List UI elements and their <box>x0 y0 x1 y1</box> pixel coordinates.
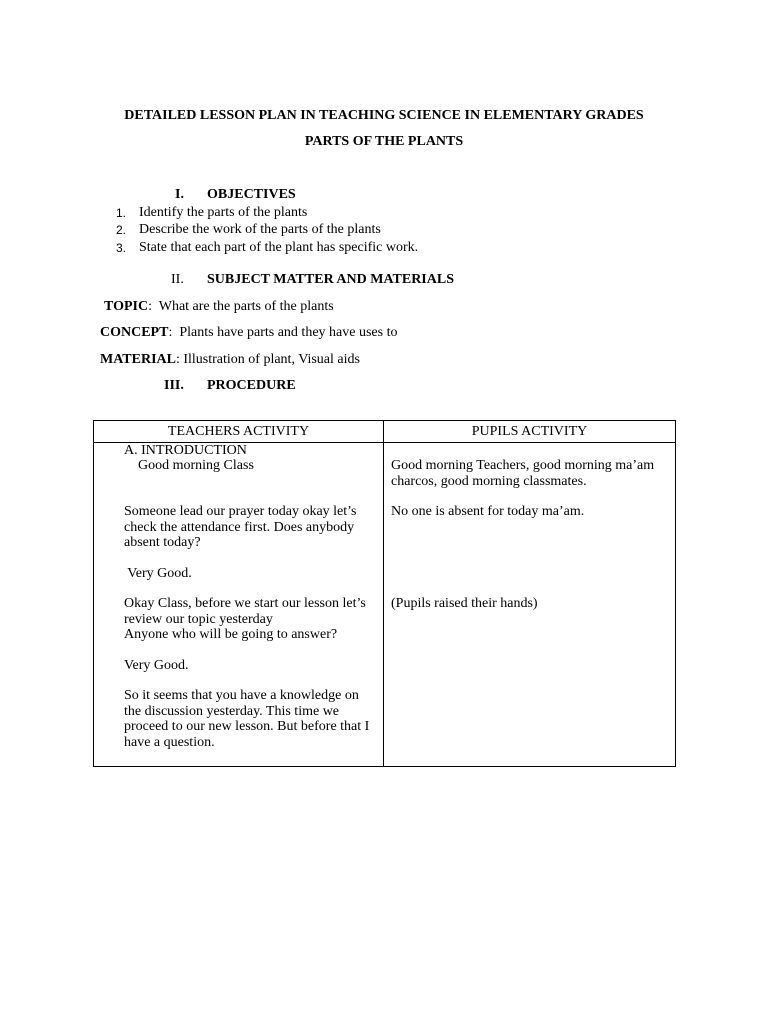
procedure-heading: PROCEDURE <box>207 378 296 393</box>
subject-heading: SUBJECT MATTER AND MATERIALS <box>207 272 454 287</box>
pupils-activity-header: PUPILS ACTIVITY <box>384 421 676 443</box>
material-line <box>100 352 360 368</box>
objectives-heading: OBJECTIVES <box>207 187 296 202</box>
procedure-table <box>93 420 676 767</box>
teacher-line: Very Good. <box>124 566 192 581</box>
teacher-line: Someone lead our prayer today okay let’s <box>124 504 357 519</box>
teacher-line: absent today? <box>124 535 201 550</box>
document-subtitle: PARTS OF THE PLANTS <box>304 134 464 149</box>
table-row <box>94 443 676 767</box>
topic-text: : What are the parts of the plants <box>148 299 334 314</box>
document-title: DETAILED LESSON PLAN IN TEACHING SCIENCE IN ELEMENTARY GRADES <box>124 108 644 123</box>
objective-number: 2. <box>116 223 127 237</box>
objectives-numeral: I. <box>175 187 184 202</box>
material-label: MATERIAL <box>100 352 176 367</box>
teacher-line: have a question. <box>124 735 215 750</box>
teacher-line: review our topic yesterday <box>124 612 273 627</box>
teacher-line: So it seems that you have a knowledge on <box>124 688 359 703</box>
teacher-line: check the attendance first. Does anybody <box>124 520 355 535</box>
pupil-line: No one is absent for today ma’am. <box>391 504 585 519</box>
objective-item <box>0 240 768 256</box>
objective-item <box>0 222 768 238</box>
subject-numeral: II. <box>171 272 184 287</box>
objective-number: 3. <box>116 241 127 255</box>
teachers-activity-cell <box>94 443 384 767</box>
pupil-line: (Pupils raised their hands) <box>391 596 538 611</box>
teacher-line: Okay Class, before we start our lesson let’s <box>124 596 366 611</box>
procedure-numeral: III. <box>164 378 184 393</box>
concept-text: : Plants have parts and they have uses to <box>168 325 398 340</box>
concept-label: CONCEPT <box>100 325 169 340</box>
teacher-line: Very Good. <box>124 658 189 673</box>
teachers-activity-header: TEACHERS ACTIVITY <box>94 421 384 443</box>
pupil-line: charcos, good morning classmates. <box>391 474 587 489</box>
objective-text: Describe the work of the parts of the plants <box>139 222 381 237</box>
objective-item <box>0 205 768 221</box>
topic-label: TOPIC <box>104 299 149 314</box>
pupils-activity-cell <box>384 443 676 767</box>
objective-number: 1. <box>116 206 127 220</box>
material-text: : Illustration of plant, Visual aids <box>175 352 360 367</box>
objective-text: Identify the parts of the plants <box>139 205 308 220</box>
concept-line <box>100 325 397 341</box>
objective-text: State that each part of the plant has specific work. <box>139 240 419 255</box>
teacher-line: Good morning Class <box>138 458 254 473</box>
pupil-line: Good morning Teachers, good morning ma’am <box>391 458 655 473</box>
teacher-line: Anyone who will be going to answer? <box>124 627 338 642</box>
teacher-line: A. INTRODUCTION <box>124 443 247 458</box>
teacher-line: proceed to our new lesson. But before that I <box>124 719 370 734</box>
topic-line <box>104 299 334 315</box>
table-header-row <box>94 421 676 443</box>
teacher-line: the discussion yesterday. This time we <box>124 704 340 719</box>
